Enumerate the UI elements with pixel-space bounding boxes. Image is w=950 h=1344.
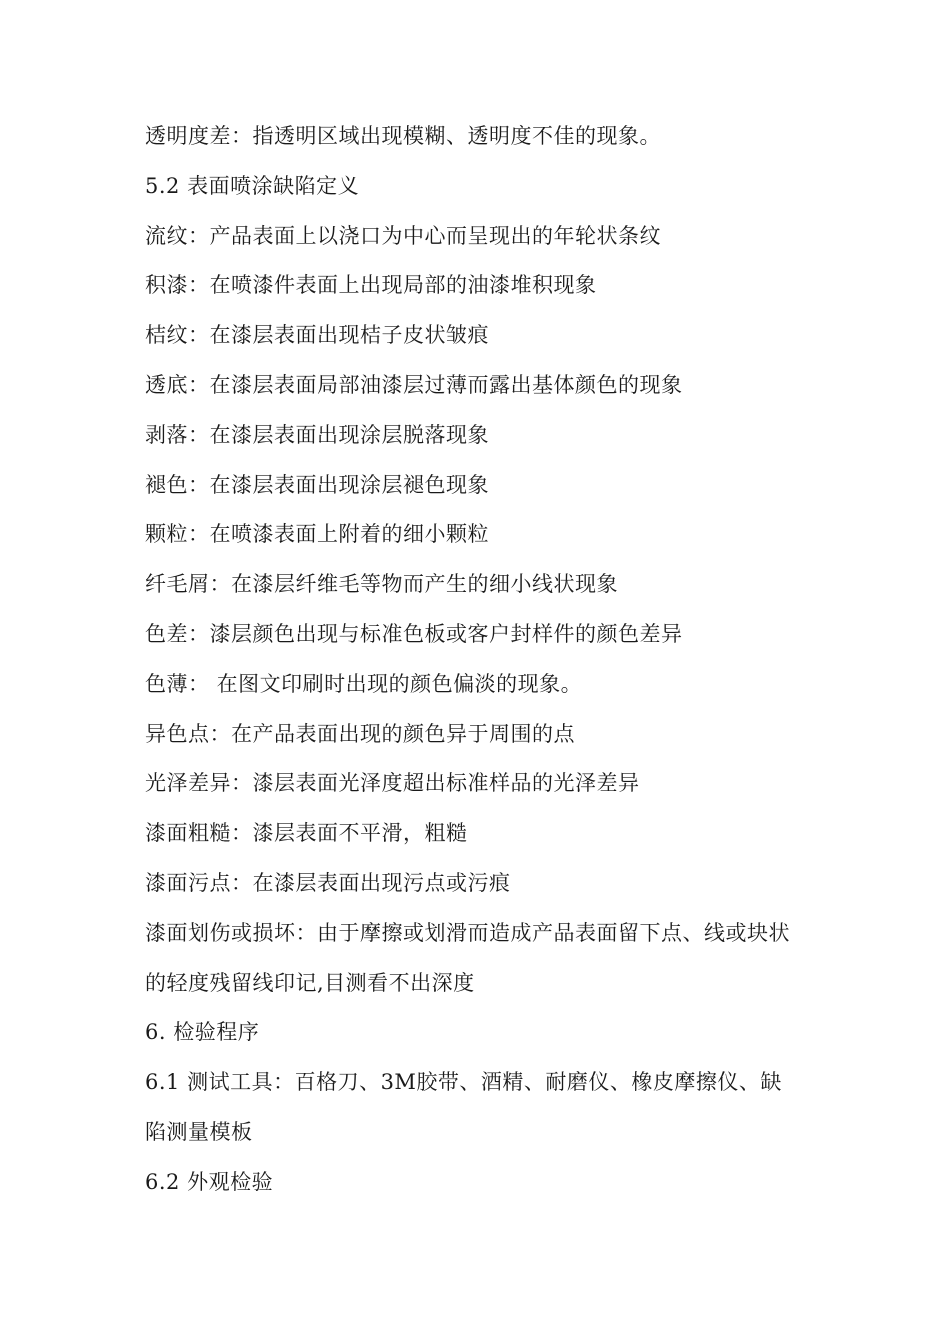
- text-line-fading: 褪色：在漆层表面出现涂层褪色现象: [145, 472, 489, 497]
- text-line-surface-stain: 漆面污点：在漆层表面出现污点或污痕: [145, 870, 511, 895]
- text-line-color-difference: 色差：漆层颜色出现与标准色板或客户封样件的颜色差异: [145, 621, 683, 646]
- text-line-test-tools: 6.1 测试工具：百格刀、3M胶带、酒精、耐磨仪、橡皮摩擦仪、缺: [145, 1070, 782, 1095]
- text-line-show-through: 透底：在漆层表面局部油漆层过薄而露出基体颜色的现象: [145, 372, 683, 397]
- text-line-flow-marks: 流纹：产品表面上以浇口为中心而呈现出的年轮状条纹: [145, 223, 661, 248]
- document-body: [145, 112, 825, 1208]
- section-heading-6: 6. 检验程序: [145, 1020, 260, 1045]
- section-heading-6-2: 6.2 外观检验: [145, 1169, 274, 1194]
- text-line-rough-surface: 漆面粗糙：漆层表面不平滑，粗糙: [145, 821, 468, 846]
- text-line-scratch-damage-cont: 的轻度残留线印记,目测看不出深度: [145, 970, 475, 995]
- text-line-particles: 颗粒：在喷漆表面上附着的细小颗粒: [145, 522, 489, 547]
- text-line-paint-accumulation: 积漆：在喷漆件表面上出现局部的油漆堆积现象: [145, 273, 597, 298]
- section-heading-5-2: 5.2 表面喷涂缺陷定义: [145, 173, 360, 198]
- text-line-fiber-lint: 纤毛屑：在漆层纤维毛等物而产生的细小线状现象: [145, 572, 618, 597]
- text-line-transparency-defect: 透明度差：指透明区域出现模糊、透明度不佳的现象。: [145, 124, 661, 148]
- text-line-thin-color: 色薄： 在图文印刷时出现的颜色偏淡的现象。: [145, 671, 583, 696]
- text-line-scratch-damage: 漆面划伤或损坏：由于摩擦或划滑而造成产品表面留下点、线或块状: [145, 920, 790, 945]
- text-line-gloss-difference: 光泽差异：漆层表面光泽度超出标准样品的光泽差异: [145, 771, 640, 796]
- text-line-peeling: 剥落：在漆层表面出现涂层脱落现象: [145, 422, 489, 447]
- text-line-off-color-spot: 异色点：在产品表面出现的颜色异于周围的点: [145, 721, 575, 746]
- text-line-test-tools-cont: 陷测量模板: [145, 1119, 253, 1144]
- text-line-orange-peel: 桔纹：在漆层表面出现桔子皮状皱痕: [145, 323, 489, 348]
